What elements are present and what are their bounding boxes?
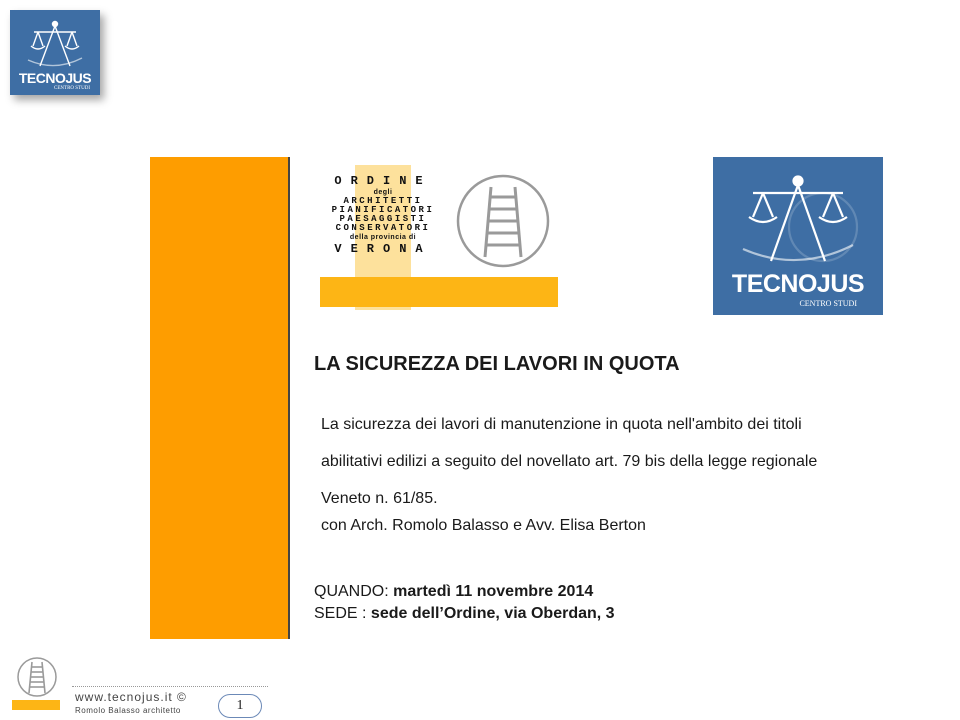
ordine-text [324,173,442,257]
ladder-in-circle-icon [455,173,551,269]
ordine-architetti-logo [320,165,560,310]
event-flyer [150,157,890,639]
event-description [321,412,891,550]
venue-label: SEDE : [314,605,367,622]
venue-value: sede dell’Ordine, via Oberdan, 3 [370,605,615,622]
description-line: La sicurezza dei lavori di manutenzione in quota nell'ambito dei titoli [321,416,802,433]
logo-wordmark: TECNOJUS [731,270,865,298]
footer-yellow-band [12,700,60,710]
ordine-line: ORDINE [334,174,432,188]
footer-website: www.tecnojus.it © [75,690,187,704]
ordine-line: CONSERVATORI [335,223,431,233]
date-label: QUANDO: [314,583,389,600]
page-number-badge: 1 [218,694,262,718]
side-bar-divider [288,157,290,639]
tecnojus-corner-logo [10,10,100,95]
ladder-in-circle-icon [16,656,58,698]
tecnojus-logo [713,157,883,315]
ordine-line: degli [373,189,393,196]
ordine-line: ARCHITETTI [343,196,423,206]
event-details [314,581,615,625]
event-title: LA SICUREZZA DEI LAVORI IN QUOTA [314,353,680,375]
date-value: martedì 11 novembre 2014 [393,583,594,600]
description-line: con Arch. Romolo Balasso e Avv. Elisa Berton [321,517,646,534]
logo-subtitle: CENTRO STUDI [799,299,857,308]
footer-author: Romolo Balasso architetto [75,706,181,715]
ordine-line: PAESAGGISTI [339,214,427,224]
ordine-line: della provincia di [349,234,417,241]
description-line: Veneto n. 61/85. [321,490,438,507]
orange-side-bar [150,157,288,639]
ordine-line: VERONA [334,242,432,256]
description-line: abilitativi edilizi a seguito del novellato art. 79 bis della legge regionale [321,453,818,470]
ordine-yellow-band [320,277,558,307]
logo-wordmark: TECNOJUS [18,70,92,86]
event-venue-row [314,603,615,625]
footer-divider [72,686,268,687]
ordine-line: PIANIFICATORI [331,205,435,215]
logo-subtitle: CENTRO STUDI [54,86,90,91]
event-date-row [314,581,615,603]
